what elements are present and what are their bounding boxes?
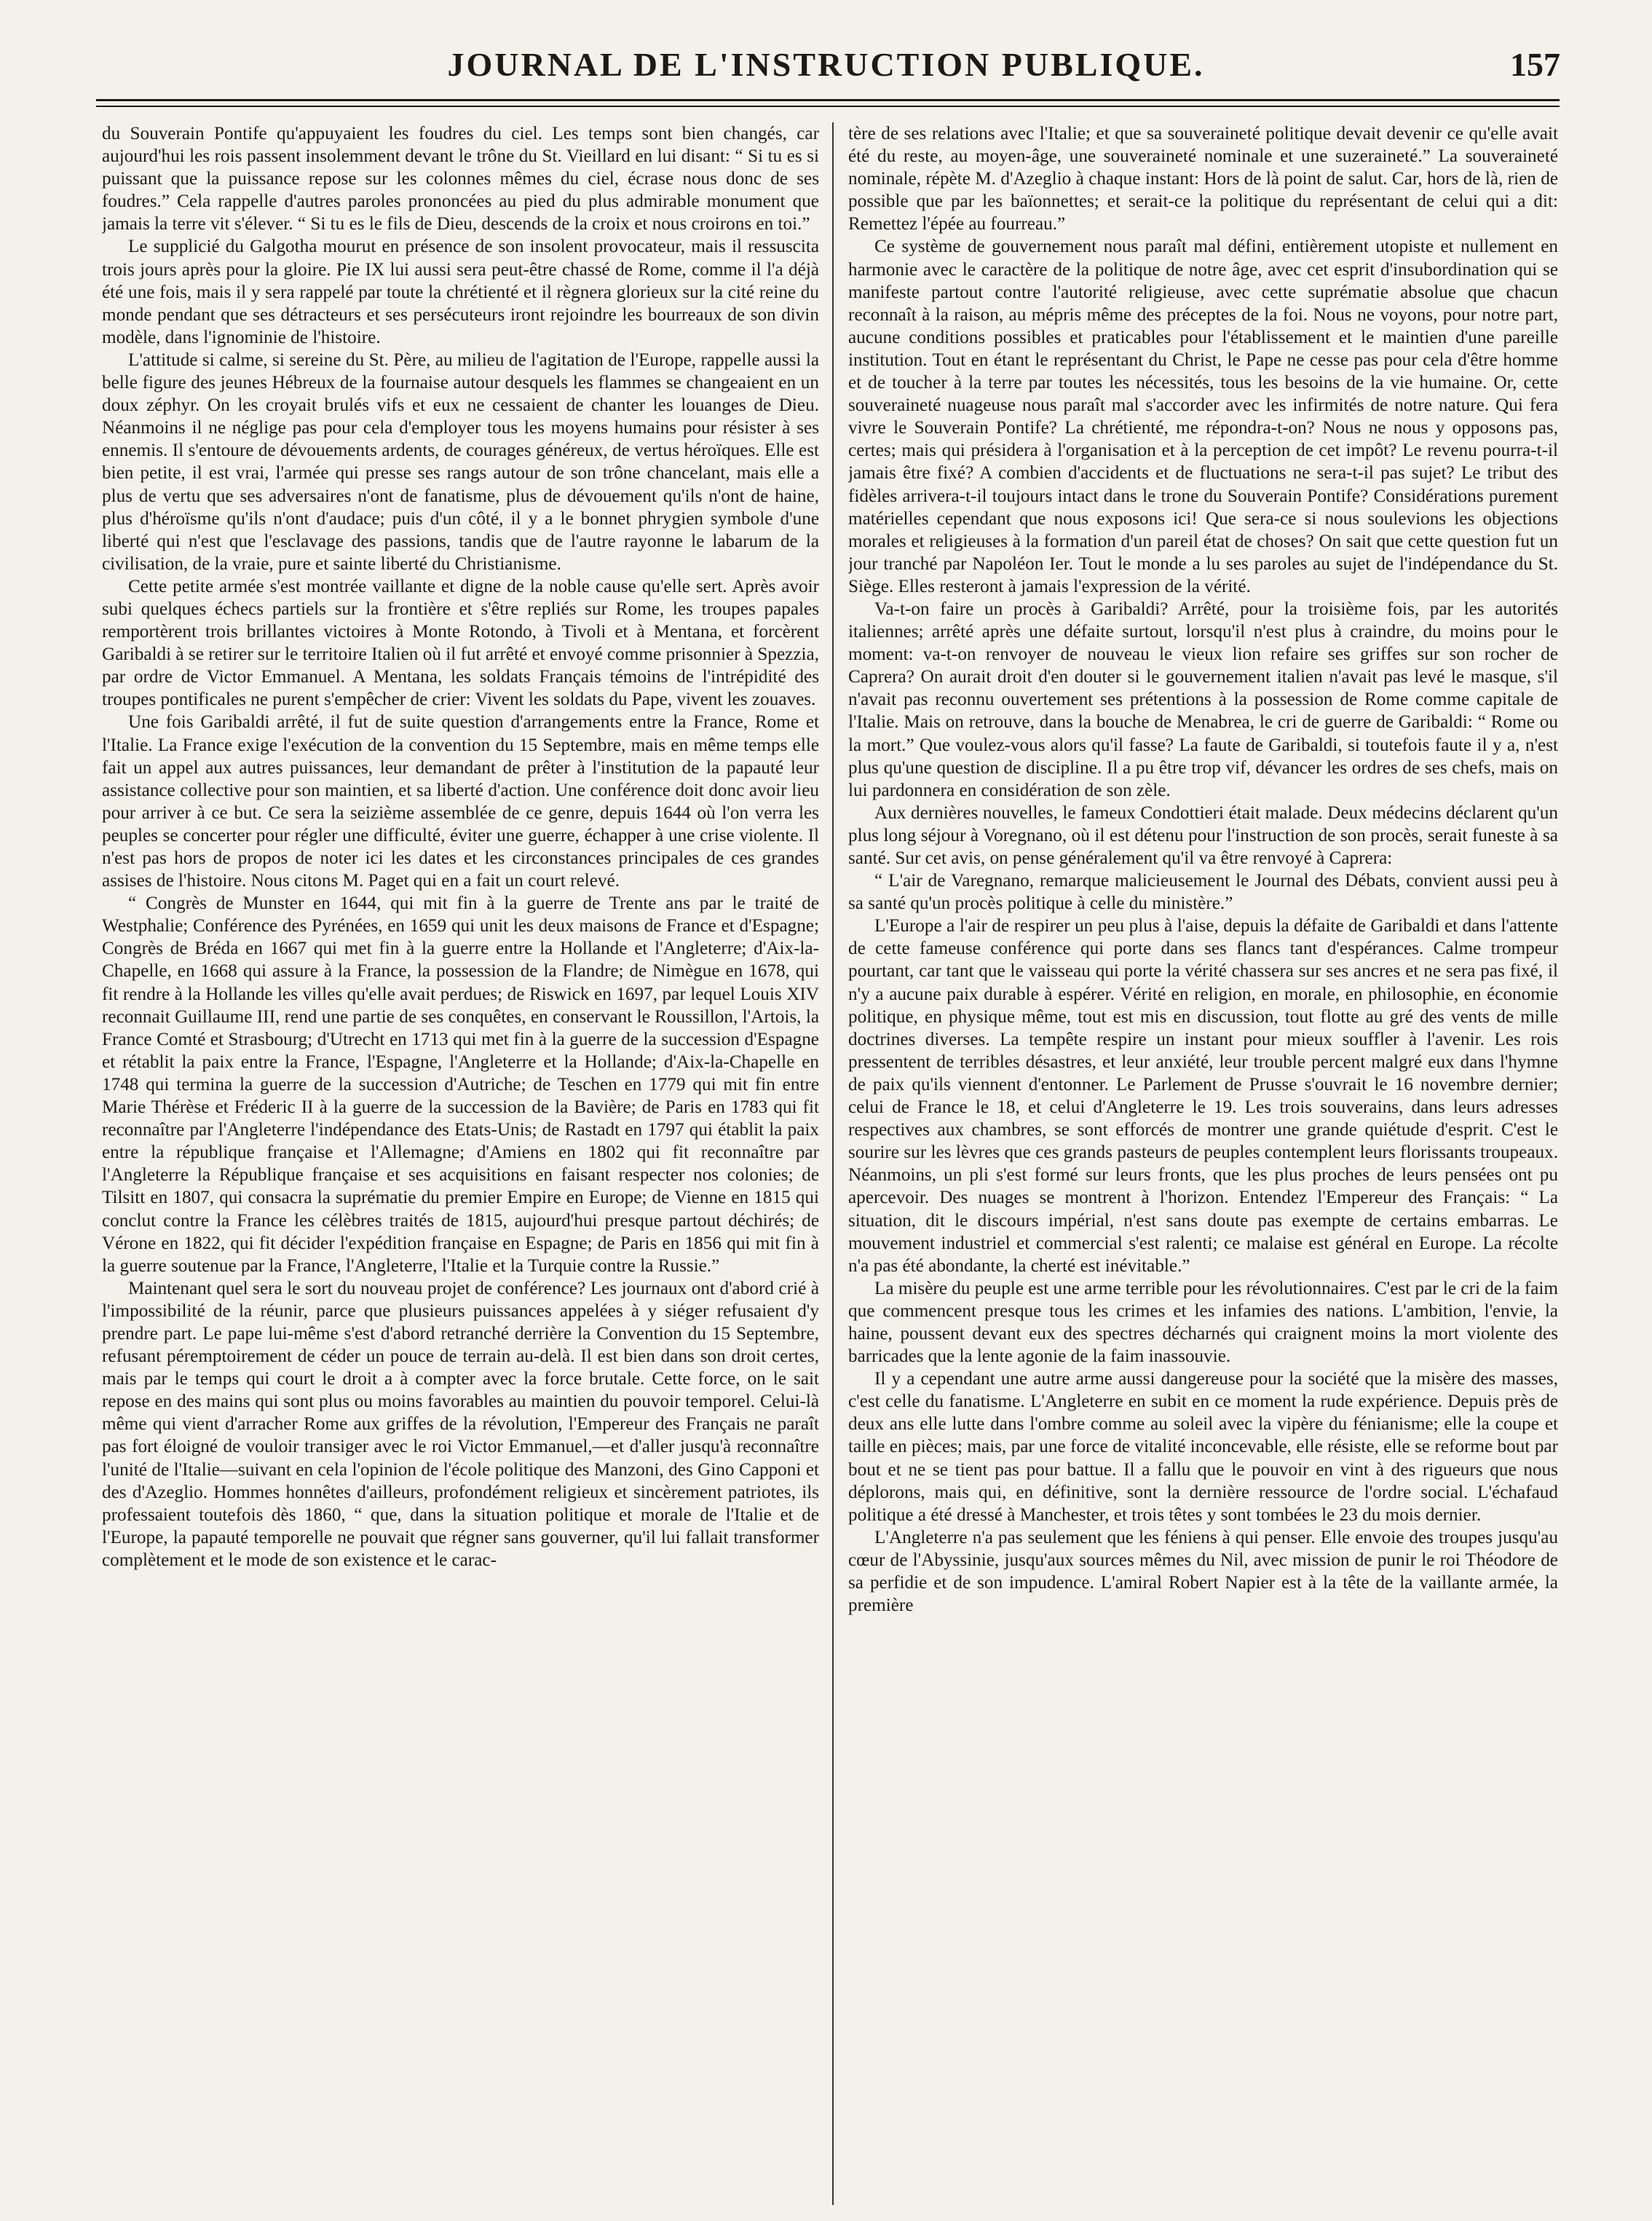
paragraph: du Souverain Pontife qu'appuyaient les foudres du ciel. Les temps sont bien changés, car aujourd'hui les rois passent insolemment devant le trône du St. Vieillard en lui disant: “ Si tu es si puissant que la puissance repose sur les colonnes mêmes du ciel, écrase nous donc de ses foudres.” Cela rappelle d'autres paroles prononcées au pied du plus admirable monument que jamais la terre vit s'élever. “ Si tu es le fils de Dieu, descends de la croix et nous croirons en toi.” bbox=[102, 124, 819, 234]
paragraph: Maintenant quel sera le sort du nouveau projet de conférence? Les journaux ont d'abord crié à l'impossibilité de la réunir, parce que plusieurs puissances appelées à y siéger refusaient d'y prendre part. Le pape lui-même s'est d'abord retranché derrière la Convention du 15 Septembre, refusant péremptoirement de céder un pouce de terrain au-delà. Il est bien dans son droit certes, mais par le temps qui court le droit a à compter avec la force brutale. Cette force, on le sait repose en des mains qui sont plus ou moins favorables au maintien du pouvoir temporel. Celui-là même qui vient d'arracher Rome aux griffes de la révolution, l'Empereur des Français ne paraît pas fort éloigné de vouloir transiger avec le roi Victor Emmanuel,—et d'aller jusqu'à reconnaître l'unité de l'Italie—suivant en cela l'opinion de l'école politique des Manzoni, des Gino Capponi et des d'Azeglio. Hommes honnêtes d'ailleurs, profondément religieux et sincèrement patriotes, ils professaient toutefois dès 1860, “ que, dans la situation politique et morale de l'Italie et de l'Europe, la papauté temporelle ne pouvait que régner sans gouverner, qu'il lui fallait transformer complètement et le mode de son existence et le carac- bbox=[102, 1278, 819, 1570]
paragraph: L'Europe a l'air de respirer un peu plus à l'aise, depuis la défaite de Garibaldi et dans l'attente de cette fameuse conférence qui porte dans ses flancs tant d'espérances. Calme trompeur pourtant, car tant que le vaisseau qui porte la vérité chassera sur ses ancres et ne sera pas fixé, il n'y a aucune paix durable à espérer. Vérité en religion, en morale, en philosophie, en économie politique, en physique même, tout est mis en discussion, tout flotte au gré des vents de mille doctrines diverses. La tempête respire un instant pour mieux souffler à l'avenir. Les rois pressentent de terribles désastres, et leur anxiété, leur trouble percent malgré eux dans l'hymne de paix qu'ils viennent d'entonner. Le Parlement de Prusse s'ouvrait le 16 novembre dernier; celui de France le 18, et celui d'Angleterre le 19. Les trois souverains, dans leurs adresses respectives aux chambres, se sont efforcés de montrer une grande quiétude d'esprit. C'est le sourire sur les lèvres que ces grands pasteurs de peuples contemplent leurs florissants troupeaux. Néanmoins, un pli s'est formé sur leurs fronts, que les plus proches de leurs pensées ont pu apercevoir. Des nuages se montrent à l'horizon. Entendez l'Empereur des Français: “ La situation, dit le discours impérial, n'est sans doute pas exempte de certains embarras. Le mouvement industriel et commercial s'est ralenti; ce malaise est général en Europe. La récolte n'a pas été abondante, la cherté est inévitable.” bbox=[848, 916, 1558, 1276]
paragraph: Va-t-on faire un procès à Garibaldi? Arrêté, pour la troisième fois, par les autorités italiennes; arrêté après une défaite surtout, lorsqu'il n'est plus à craindre, du moins pour le moment: va-t-on renvoyer de nouveau le vieux lion refaire ses griffes sur son rocher de Caprera? On aurait droit d'en douter si le gouvernement italien n'avait pas levé le masque, s'il n'avait pas reconnu ouvertement ses prétentions à la possession de Rome comme capitale de l'Italie. Mais on retrouve, dans la bouche de Menabrea, le cri de guerre de Garibaldi: “ Rome ou la mort.” Que voulez-vous alors qu'il fasse? La faute de Garibaldi, si toutefois faute il y a, n'est plus qu'une question de discipline. Il a pu être trop vif, dévancer les ordres de ses chefs, mais on lui pardonnera en considération de son zèle. bbox=[848, 599, 1558, 800]
paragraph: Le supplicié du Galgotha mourut en présence de son insolent provocateur, mais il ressuscita trois jours après pour la gloire. Pie IX lui aussi sera peut-être chassé de Rome, comme il l'a déjà été une fois, mais il y sera rappelé par toute la chrétienté et il règnera glorieux sur la cité reine du monde pendant que ses détracteurs et ses persécuteurs iront rejoindre les bourreaux de son divin modèle, dans l'ignominie de l'histoire. bbox=[102, 237, 819, 347]
paragraph: L'attitude si calme, si sereine du St. Père, au milieu de l'agitation de l'Europe, rappelle aussi la belle figure des jeunes Hébreux de la fournaise autour desquels les flammes se changeaient en un doux zéphyr. On les croyait brulés vifs et eux ne cessaient de chanter les louanges de Dieu. Néanmoins il ne néglige pas pour cela d'employer tous les moyens humains pour résister à ses ennemis. Il s'entoure de dévouements ardents, de courages généreux, de vertus héroïques. Elle est bien petite, il est vrai, l'armée qui presse ses rangs autour de son trône chancelant, mais elle a plus de vertu que ses adversaires n'ont de fanatisme, plus de dévouement qu'ils n'ont de haine, plus d'héroïsme qu'ils n'ont d'audace; puis d'un côté, il y a le bonnet phrygien symbole d'une liberté qui n'est que l'esclavage des passions, tandis que de l'autre rayonne le labarum de la civilisation, de la vraie, pure et sainte liberté du Christianisme. bbox=[102, 350, 819, 574]
paragraph: La misère du peuple est une arme terrible pour les révolutionnaires. C'est par le cri de la faim que commencent presque tous les crimes et les infamies des nations. L'ambition, l'envie, la haine, poussent devant eux des spectres décharnés qui craignent moins la mort violente des barricades que la lente agonie de la faim inassouvie. bbox=[848, 1278, 1558, 1367]
paragraph: L'Angleterre n'a pas seulement que les féniens à qui penser. Elle envoie des troupes jusqu'au cœur de l'Abyssinie, jusqu'aux sources mêmes du Nil, avec mission de punir le roi Théodore de sa perfidie et de son impudence. L'amiral Robert Napier est à la tête de la vaillante armée, la première bbox=[848, 1527, 1558, 1616]
right-column bbox=[848, 122, 1558, 2205]
page-number: 157 bbox=[1510, 46, 1560, 83]
left-column bbox=[102, 122, 819, 2205]
paragraph: Cette petite armée s'est montrée vaillante et digne de la noble cause qu'elle sert. Après avoir subi quelques échecs partiels sur la frontière et s'être repliés sur Rome, les troupes papales remportèrent trois brillantes victoires à Monte Rotondo, à Tivoli et à Mentana, et forcèrent Garibaldi à se retirer sur le territoire Italien où il fut arrêté et envoyé comme prisonnier à Spezzia, par ordre de Victor Emmanuel. A Mentana, les soldats Français témoins de l'intrépidité des troupes pontificales ne purent s'empêcher de crier: Vivent les soldats du Pape, vivent les zouaves. bbox=[102, 576, 819, 710]
paragraph: Une fois Garibaldi arrêté, il fut de suite question d'arrangements entre la France, Rome et l'Italie. La France exige l'exécution de la convention du 15 Septembre, mais en même temps elle fait un appel aux autres puissances, leur demandant de prêter à l'institution de la papauté leur assistance collective pour son maintien, et sa liberté d'action. Une conférence doit donc avoir lieu pour arriver à ce but. Ce sera la seizième assemblée de ce genre, depuis 1644 où l'on verra les peuples se concerter pour régler une difficulté, éviter une guerre, échapper à une crise violente. Il n'est pas hors de propos de noter ici les dates et les circonstances principales de ces grandes assises de l'histoire. Nous citons M. Paget qui en a fait un court relevé. bbox=[102, 712, 819, 891]
header-rule bbox=[96, 99, 1560, 101]
paragraph: Ce système de gouvernement nous paraît mal défini, entièrement utopiste et nullement en harmonie avec le caractère de la politique de notre âge, avec cet esprit d'insubordination qui se manifeste partout contre l'autorité religieuse, avec cette suprématie absolue que chacun reconnaît à la raison, au mépris même des préceptes de la foi. Nous ne voyons, pour notre part, aucune conditions possibles et praticables pour l'établissement et le maintien d'une pareille institution. Tout en étant le représentant du Christ, le Pape ne cesse pas pour cela d'être homme et de toucher à la terre par toutes les nécessités, tous les besoins de la vie humaine. Or, cette souveraineté nuageuse nous paraît mal s'accorder avec les infirmités de notre nature. Qui fera vivre le Souverain Pontife? La chrétienté, me répondra-t-on? Nous ne nous y opposons pas, certes; mais qui présidera à l'organisation et à la perception de cet impôt? Le revenu pourra-t-il jamais être fixé? A combien d'accidents et de fluctuations ne sera-t-il pas sujet? Le tribut des fidèles arrivera-t-il toujours intact dans le trone du Souverain Pontife? Considérations purement matérielles cependant que nous exposons ici! Que sera-ce si nous soulevions les objections morales et religieuses à la formation d'un pareil état de choses? On sait que cette question fut un jour tranché par Napoléon Ier. Tout le monde a lu ses paroles au sujet de l'indépendance du St. Siège. Elles resteront à jamais l'expression de la vérité. bbox=[848, 237, 1558, 596]
header-rule-thin bbox=[96, 106, 1560, 107]
column-divider bbox=[832, 122, 834, 2205]
page-title: JOURNAL DE L'INSTRUCTION PUBLIQUE. bbox=[447, 46, 1205, 83]
paragraph: Il y a cependant une autre arme aussi dangereuse pour la société que la misère des masses, c'est celle du fanatisme. L'Angleterre en subit en ce moment la rude expérience. Depuis près de deux ans elle lutte dans l'ombre comme au soleil avec la vipère du fénianisme; elle la coupe et taille en pièces; mais, par une force de vitalité inconcevable, elle résiste, elle se reforme bout par bout et ne se tient pas pour battue. Il a fallu que le pouvoir en vint à des rigueurs que nous déplorons, mais qui, en définitive, sont la dernière ressource de l'ordre social. L'échafaud politique a été dressé à Manchester, et trois têtes y sont tombées le 23 du mois dernier. bbox=[848, 1369, 1558, 1525]
paragraph: “ Congrès de Munster en 1644, qui mit fin à la guerre de Trente ans par le traité de Westphalie; Conférence des Pyrénées, en 1659 qui unit les deux maisons de France et d'Espagne; Congrès de Bréda en 1667 qui met fin à la guerre entre la Hollande et l'Angleterre; d'Aix-la-Chapelle, en 1668 qui assure à la France, la possession de la Flandre; de Nimègue en 1678, qui fit rendre à la Hollande les villes qu'elle avait perdues; de Riswick en 1697, par lequel Louis XIV reconnait Guillaume III, rend une partie de ses conquêtes, en conservant le Roussillon, l'Artois, la France Comté et Strasbourg; d'Utrecht en 1713 qui met fin à la guerre de la succession d'Espagne et rétablit la paix entre la France, l'Espagne, l'Angleterre et la Hollande; d'Aix-la-Chapelle en 1748 qui termina la guerre de la succession d'Autriche; de Teschen en 1779 qui mit fin entre Marie Thérèse et Fréderic II à la guerre de la succession de la Bavière; de Paris en 1783 qui fit reconnaître par l'Angleterre l'indépendance des Etats-Unis; de Rastadt en 1797 qui établit la paix entre la république française et l'Allemagne; d'Amiens en 1802 qui fit reconnaître par l'Angleterre la République française et ses acquisitions en faisant respecter nos colonies; de Tilsitt en 1807, qui consacra la suprématie du premier Empire en Europe; de Vienne en 1815 qui conclut contre la France les célèbres traités de 1815, aujourd'hui presque partout déchirés; de Vérone en 1822, qui fit décider l'expédition française en Espagne; de Paris en 1856 qui mit fin à la guerre soutenue par la France, l'Angleterre, l'Italie et la Turquie contre la Russie.” bbox=[102, 893, 819, 1276]
paragraph: Aux dernières nouvelles, le fameux Condottieri était malade. Deux médecins déclarent qu'un plus long séjour à Voregnano, où il est détenu pour l'instruction de son procès, serait funeste à sa santé. Sur cet avis, on pense généralement qu'il va être renvoyé à Caprera: bbox=[848, 802, 1558, 868]
paragraph: tère de ses relations avec l'Italie; et que sa souveraineté politique devait devenir ce qu'elle avait été du reste, au moyen-âge, une souveraineté nominale et une suzeraineté.” La souveraineté nominale, répète M. d'Azeglio à chaque instant: Hors de là point de salut. Car, hors de là, rien de possible que par les baïonnettes; et serait-ce la politique du représentant de celui qui a dit: Remettez l'épée au fourreau.” bbox=[848, 124, 1558, 234]
paragraph: “ L'air de Varegnano, remarque malicieusement le Journal des Débats, convient aussi peu à sa santé qu'un procès politique à celle du ministère.” bbox=[848, 871, 1558, 914]
